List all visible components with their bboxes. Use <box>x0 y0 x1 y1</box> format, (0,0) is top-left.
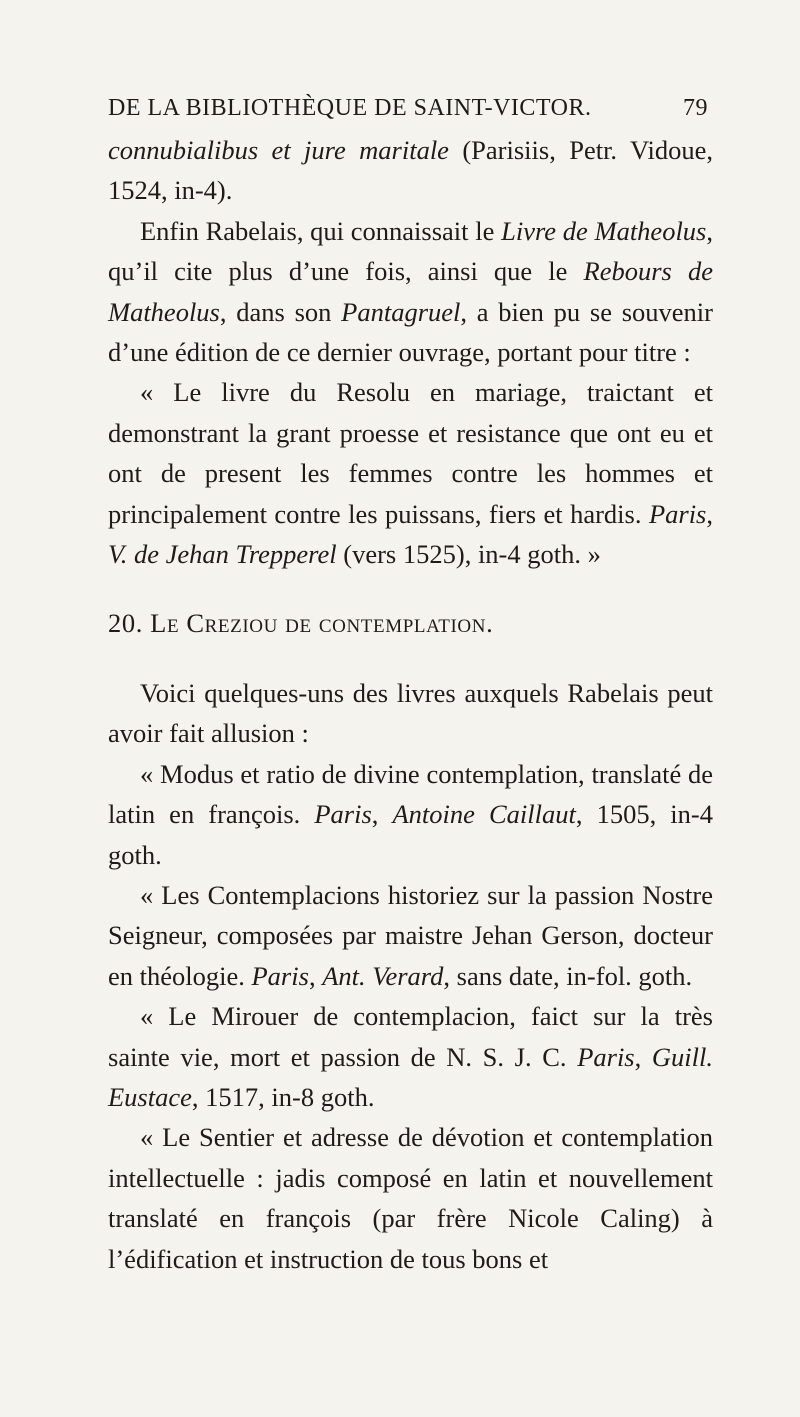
paragraph-text: Voici quelques-uns des livres auxquels Rabelais peut avoir fait allusion : <box>108 677 713 749</box>
paragraph-text: (vers 1525), in-4 goth. » <box>336 539 601 570</box>
running-title: DE LA BIBLIOTHÈQUE DE SAINT-VICTOR. <box>108 95 592 121</box>
italic-title: Rebours de Matheolus <box>108 256 713 327</box>
page-header <box>108 95 708 131</box>
paragraph-text: , <box>308 960 323 991</box>
section-title: Le Creziou de contemplation. <box>150 608 494 639</box>
paragraph-4 <box>108 673 713 754</box>
paragraph-text: (Parisiis, Petr. Vidoue, 1524, in-4). <box>108 135 714 206</box>
paragraph-text: , 1505, in-4 goth. <box>108 799 713 870</box>
paragraph-5 <box>108 754 713 875</box>
paragraph-text: , <box>371 799 393 830</box>
italic-title: Livre de Matheolus <box>501 215 707 246</box>
paragraph-text: « Le Sentier et adresse de dévotion et contemplation intellectuelle : jadis composé en latin et nouvellement translaté en françois (par frère Nicole Caling) à l’édification et instruction de tous bons et <box>108 1122 713 1274</box>
paragraph-8 <box>108 1117 713 1279</box>
italic-printer: Antoine Caillaut <box>392 799 576 830</box>
paragraph-2 <box>108 211 713 373</box>
paragraph-text: , a bien pu se souvenir d’une édition de ce dernier ouvrage, portant pour titre : <box>108 296 713 368</box>
paragraph-text: « Modus et ratio de divine contemplation, translaté de latin en françois. <box>108 758 713 830</box>
italic-title: connubialibus et jure maritale <box>108 135 449 165</box>
italic-printer: V. de Jehan Trepperel <box>108 539 337 570</box>
italic-printer: Guill. Eustace <box>108 1041 713 1112</box>
italic-title: Pantagruel <box>341 296 461 327</box>
italic-place: Paris <box>648 498 707 529</box>
paragraph-text: , sans date, in-fol. goth. <box>443 960 693 991</box>
italic-place: Paris <box>251 960 309 991</box>
paragraph-7 <box>108 996 713 1117</box>
paragraph-6 <box>108 875 713 996</box>
italic-place: Paris <box>314 799 372 830</box>
section-number: 20. <box>108 608 151 639</box>
section-heading <box>108 603 713 643</box>
paragraph-text: « Les Contemplacions historiez sur la passion Nostre Seigneur, composées par maistre Jehan Gerson, docteur en théologie. <box>108 879 713 991</box>
paragraph-1 <box>108 130 713 211</box>
paragraph-text: Enfin Rabelais, qui connaissait le <box>140 215 502 246</box>
paragraph-text: , dans son <box>219 296 342 327</box>
paragraph-text: , <box>706 498 713 529</box>
page-body <box>108 130 713 1279</box>
paragraph-text: « Le Mirouer de contemplacion, faict sur la très sainte vie, mort et passion de N. S. J. C. <box>108 1001 713 1072</box>
italic-place: Paris <box>577 1041 635 1072</box>
paragraph-text: , <box>634 1041 652 1072</box>
paragraph-3 <box>108 372 713 574</box>
italic-printer: Ant. Verard <box>322 960 444 991</box>
paragraph-text: « Le livre du Resolu en mariage, traictant et demonstrant la grant proesse et resistance que ont eu et ont de present les femmes contre les hommes et principalement contre les puissans, fiers et hardis. <box>108 377 713 529</box>
paragraph-text: , 1517, in-8 goth. <box>191 1081 375 1112</box>
page-number: 79 <box>683 95 708 121</box>
paragraph-text: , qu’il cite plus d’une fois, ainsi que le <box>108 215 713 287</box>
